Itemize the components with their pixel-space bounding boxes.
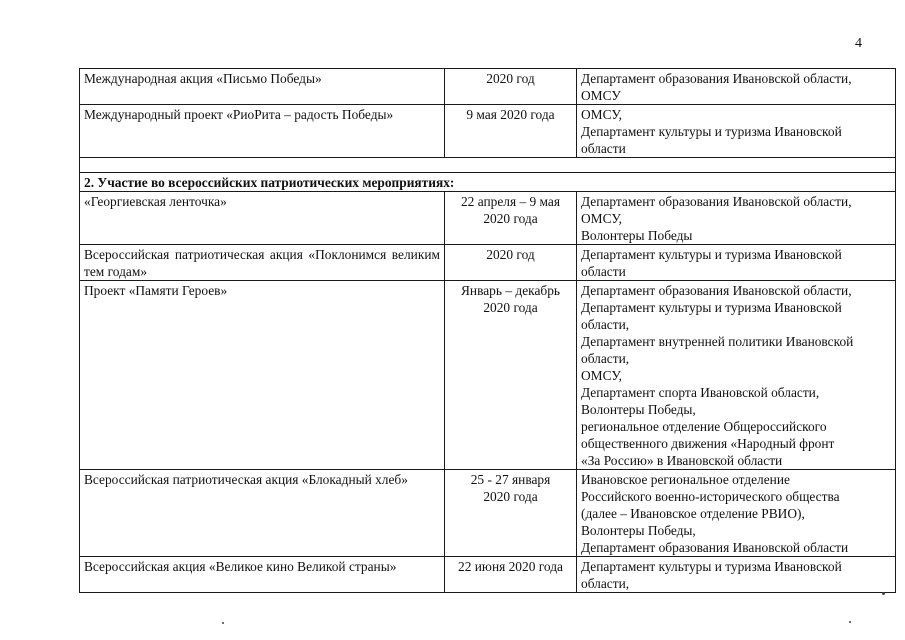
organizer-line: области	[581, 264, 626, 279]
event-date	[445, 281, 577, 470]
event-organizers	[577, 105, 896, 158]
section-row	[80, 173, 896, 192]
table-row	[80, 105, 896, 158]
event-organizers	[577, 69, 896, 105]
organizer-line: Департамент образования Ивановской области,	[581, 283, 852, 298]
event-date	[445, 245, 577, 281]
organizer-line: ОМСУ,	[581, 368, 622, 383]
table-row	[80, 281, 896, 470]
event-organizers	[577, 192, 896, 245]
table-row	[80, 192, 896, 245]
scan-speck	[882, 592, 885, 595]
organizer-line: Департамент внутренней политики Ивановской	[581, 334, 854, 349]
date-line: 2020 года	[483, 211, 538, 226]
date-line: 2020 года	[483, 489, 538, 504]
date-line: 22 июня 2020 года	[458, 559, 563, 574]
date-line: 22 апреля – 9 мая	[460, 194, 561, 209]
event-name: Всероссийская патриотическая акция «Поклонимся великим тем годам»	[80, 245, 445, 281]
organizer-line: Волонтеры Победы,	[581, 402, 696, 417]
organizer-line: Волонтеры Победы	[581, 228, 693, 243]
organizer-line: Департамент культуры и туризма Ивановской	[581, 300, 842, 315]
organizer-line: Департамент спорта Ивановской области,	[581, 385, 820, 400]
spacer-row	[80, 158, 896, 173]
scan-speck	[849, 621, 851, 623]
table-row	[80, 69, 896, 105]
event-name: Международный проект «РиоРита – радость Победы»	[80, 105, 445, 158]
organizer-line: региональное отделение Общероссийского	[581, 419, 827, 434]
page-number: 4	[855, 36, 862, 51]
table-row	[80, 557, 896, 593]
event-name: Международная акция «Письмо Победы»	[80, 69, 445, 105]
organizer-line: Департамент образования Ивановской области,	[581, 194, 852, 209]
event-date	[445, 557, 577, 593]
organizer-line: Департамент образования Ивановской области	[581, 540, 849, 555]
event-date: 2020 год	[445, 69, 577, 105]
organizer-line: Ивановское региональное отделение	[581, 472, 790, 487]
organizer-line: общественного движения «Народный фронт	[581, 436, 835, 451]
event-date: 9 мая 2020 года	[445, 105, 577, 158]
organizer-line: (далее – Ивановское отделение РВИО),	[581, 506, 805, 521]
table-row	[80, 245, 896, 281]
event-name: Проект «Памяти Героев»	[80, 281, 445, 470]
event-date	[445, 192, 577, 245]
organizer-line: Волонтеры Победы,	[581, 523, 696, 538]
organizer-line: Департамент культуры и туризма Ивановской	[581, 124, 842, 139]
organizer-line: Российского военно-исторического общества	[581, 489, 840, 504]
event-organizers	[577, 470, 896, 557]
date-line: 2020 года	[483, 300, 538, 315]
spacer-cell	[80, 158, 896, 173]
table-row	[80, 470, 896, 557]
event-name: «Георгиевская ленточка»	[80, 192, 445, 245]
section-title: 2. Участие во всероссийских патриотических мероприятиях:	[80, 173, 896, 192]
organizer-line: ОМСУ,	[581, 211, 622, 226]
organizer-line: области,	[581, 576, 630, 591]
organizer-line: Департамент культуры и туризма Ивановской	[581, 247, 842, 262]
organizer-line: ОМСУ	[581, 88, 621, 103]
event-organizers	[577, 281, 896, 470]
date-line: Январь – декабрь	[461, 283, 560, 298]
organizer-line: Департамент культуры и туризма Ивановской	[581, 559, 842, 574]
date-line: 2020 год	[486, 247, 535, 262]
event-name: Всероссийская акция «Великое кино Великой страны»	[80, 557, 445, 593]
event-organizers	[577, 557, 896, 593]
scan-speck	[222, 622, 224, 624]
organizer-line: ОМСУ,	[581, 107, 622, 122]
date-line: 25 - 27 января	[470, 472, 551, 487]
organizer-line: «За Россию» в Ивановской области	[581, 453, 783, 468]
events-table	[79, 68, 896, 593]
event-date	[445, 470, 577, 557]
organizer-line: области,	[581, 317, 630, 332]
organizer-line: области	[581, 141, 626, 156]
event-name: Всероссийская патриотическая акция «Блокадный хлеб»	[80, 470, 445, 557]
event-organizers	[577, 245, 896, 281]
organizer-line: области,	[581, 351, 630, 366]
organizer-line: Департамент образования Ивановской области,	[581, 71, 852, 86]
